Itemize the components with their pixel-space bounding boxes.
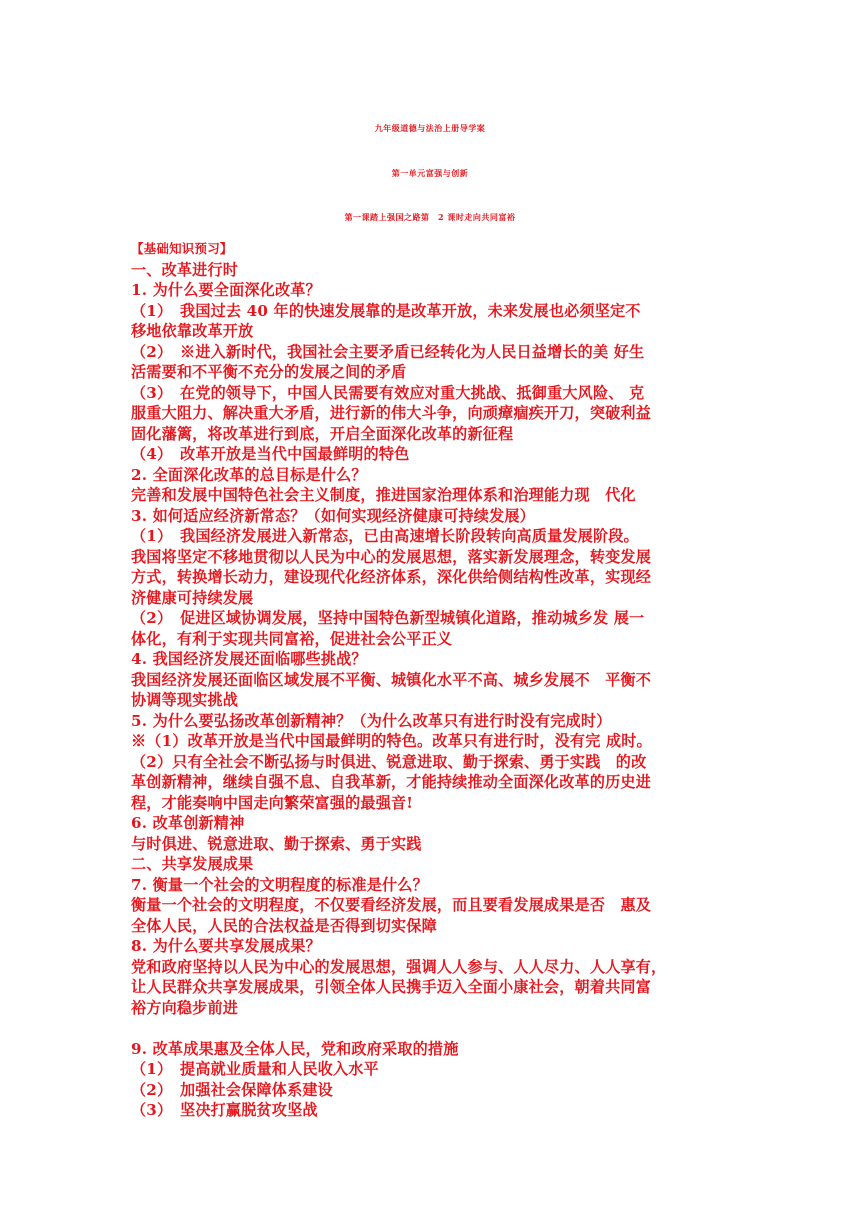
section-heading: 一、改革进行时 <box>131 260 239 279</box>
question: 4. 我国经济发展还面临哪些挑战？ <box>131 650 367 668</box>
text-line: 革创新精神，继续自强不息、自我革新，才能持续推动全面深化改革的历史进 <box>131 773 651 791</box>
section-label: 【基础知识预习】 <box>131 241 233 256</box>
question: 9. 改革成果惠及全体人民，党和政府采取的措施 <box>131 1039 459 1058</box>
document-body <box>131 239 735 1121</box>
question: 5. 为什么要弘扬改革创新精神？（为什么改革只有进行时没有完成时） <box>131 711 612 730</box>
text-line: 衡量一个社会的文明程度，不仅要看经济发展，而且要看发展成果是否 惠及 <box>131 896 651 914</box>
text-line: 活需要和不平衡不充分的发展之间的矛盾 <box>131 363 407 381</box>
text-line: 完善和发展中国特色社会主义制度，推进国家治理体系和治理能力现 代化 <box>131 486 636 504</box>
text-line: （4） 改革开放是当代中国最鲜明的特色 <box>131 445 410 463</box>
text-line: 固化藩篱，将改革进行到底，开启全面深化改革的新征程 <box>131 424 514 443</box>
lesson-title: 第一课踏上强国之路第 2 课时走向共同富裕 <box>344 212 516 222</box>
text-line: 济健康可持续发展 <box>131 588 254 607</box>
question: 2. 全面深化改革的总目标是什么？ <box>131 465 367 484</box>
text-line: 我国经济发展还面临区域发展不平衡、城镇化水平不高、城乡发展不 平衡不 <box>131 670 651 689</box>
text-line: 方式，转换增长动力，建设现代化经济体系，深化供给侧结构性改革，实现经 <box>131 568 651 586</box>
text-line: 与时俱进、锐意进取、勤于探索、勇于实践 <box>131 834 422 853</box>
text-line: （1） 提高就业质量和人民收入水平 <box>131 1060 379 1078</box>
question: 7. 衡量一个社会的文明程度的标准是什么？ <box>131 875 428 894</box>
text-line: （2） ※进入新时代，我国社会主要矛盾已经转化为人民日益增长的美 好生 <box>131 342 645 361</box>
document-title: 九年级道德与法治上册导学案 <box>374 123 486 133</box>
text-line: ※（1）改革开放是当代中国最鲜明的特色。改革只有进行时，没有完 成时。 <box>131 732 652 750</box>
text-line: 裕方向稳步前进 <box>131 998 239 1017</box>
text-line: 移地依靠改革开放 <box>131 322 254 340</box>
text-line: 让人民群众共享发展成果，引领全体人民携手迈入全面小康社会，朝着共同富 <box>131 978 651 996</box>
text-line: 党和政府坚持以人民为中心的发展思想，强调人人参与、人人尽力、人人享有， <box>131 957 667 976</box>
question: 6. 改革创新精神 <box>131 814 245 832</box>
text-line: （1） 我国经济发展进入新常态，已由高速增长阶段转向高质量发展阶段。 <box>131 527 639 545</box>
question: 3. 如何适应经济新常态？（如何实现经济健康可持续发展） <box>131 506 535 525</box>
text-line: 协调等现实挑战 <box>131 691 239 709</box>
text-line: 全体人民，人民的合法权益是否得到切实保障 <box>131 916 437 935</box>
text-line: 体化，有利于实现共同富裕，促进社会公平正义 <box>131 629 453 648</box>
section-heading: 二、共享发展成果 <box>131 855 254 873</box>
text-line: （3） 坚决打赢脱贫攻坚战 <box>131 1101 318 1119</box>
text-line: （2）只有全社会不断弘扬与时俱进、锐意进取、勤于探索、勇于实践 的改 <box>131 752 647 771</box>
text-line: 服重大阻力、解决重大矛盾，进行新的伟大斗争，向顽瘴痼疾开刀，突破利益 <box>131 404 651 422</box>
text-line: 我国将坚定不移地贯彻以人民为中心的发展思想，落实新发展理念，转变发展 <box>131 547 651 566</box>
text-line: 程，才能奏响中国走向繁荣富强的最强音! <box>131 793 414 812</box>
unit-title: 第一单元富强与创新 <box>391 168 469 178</box>
text-line: （2） 促进区域协调发展，坚持中国特色新型城镇化道路，推动城乡发 展一 <box>131 609 645 627</box>
text-line: （2） 加强社会保障体系建设 <box>131 1080 333 1099</box>
question: 8. 为什么要共享发展成果？ <box>131 937 321 955</box>
question: 1. 为什么要全面深化改革？ <box>131 281 321 299</box>
text-line: （1） 我国过去 40 年的快速发展靠的是改革开放，未来发展也必须坚定不 <box>131 301 641 320</box>
text-line: （3） 在党的领导下，中国人民需要有效应对重大挑战、抵御重大风险、 克 <box>131 383 645 402</box>
